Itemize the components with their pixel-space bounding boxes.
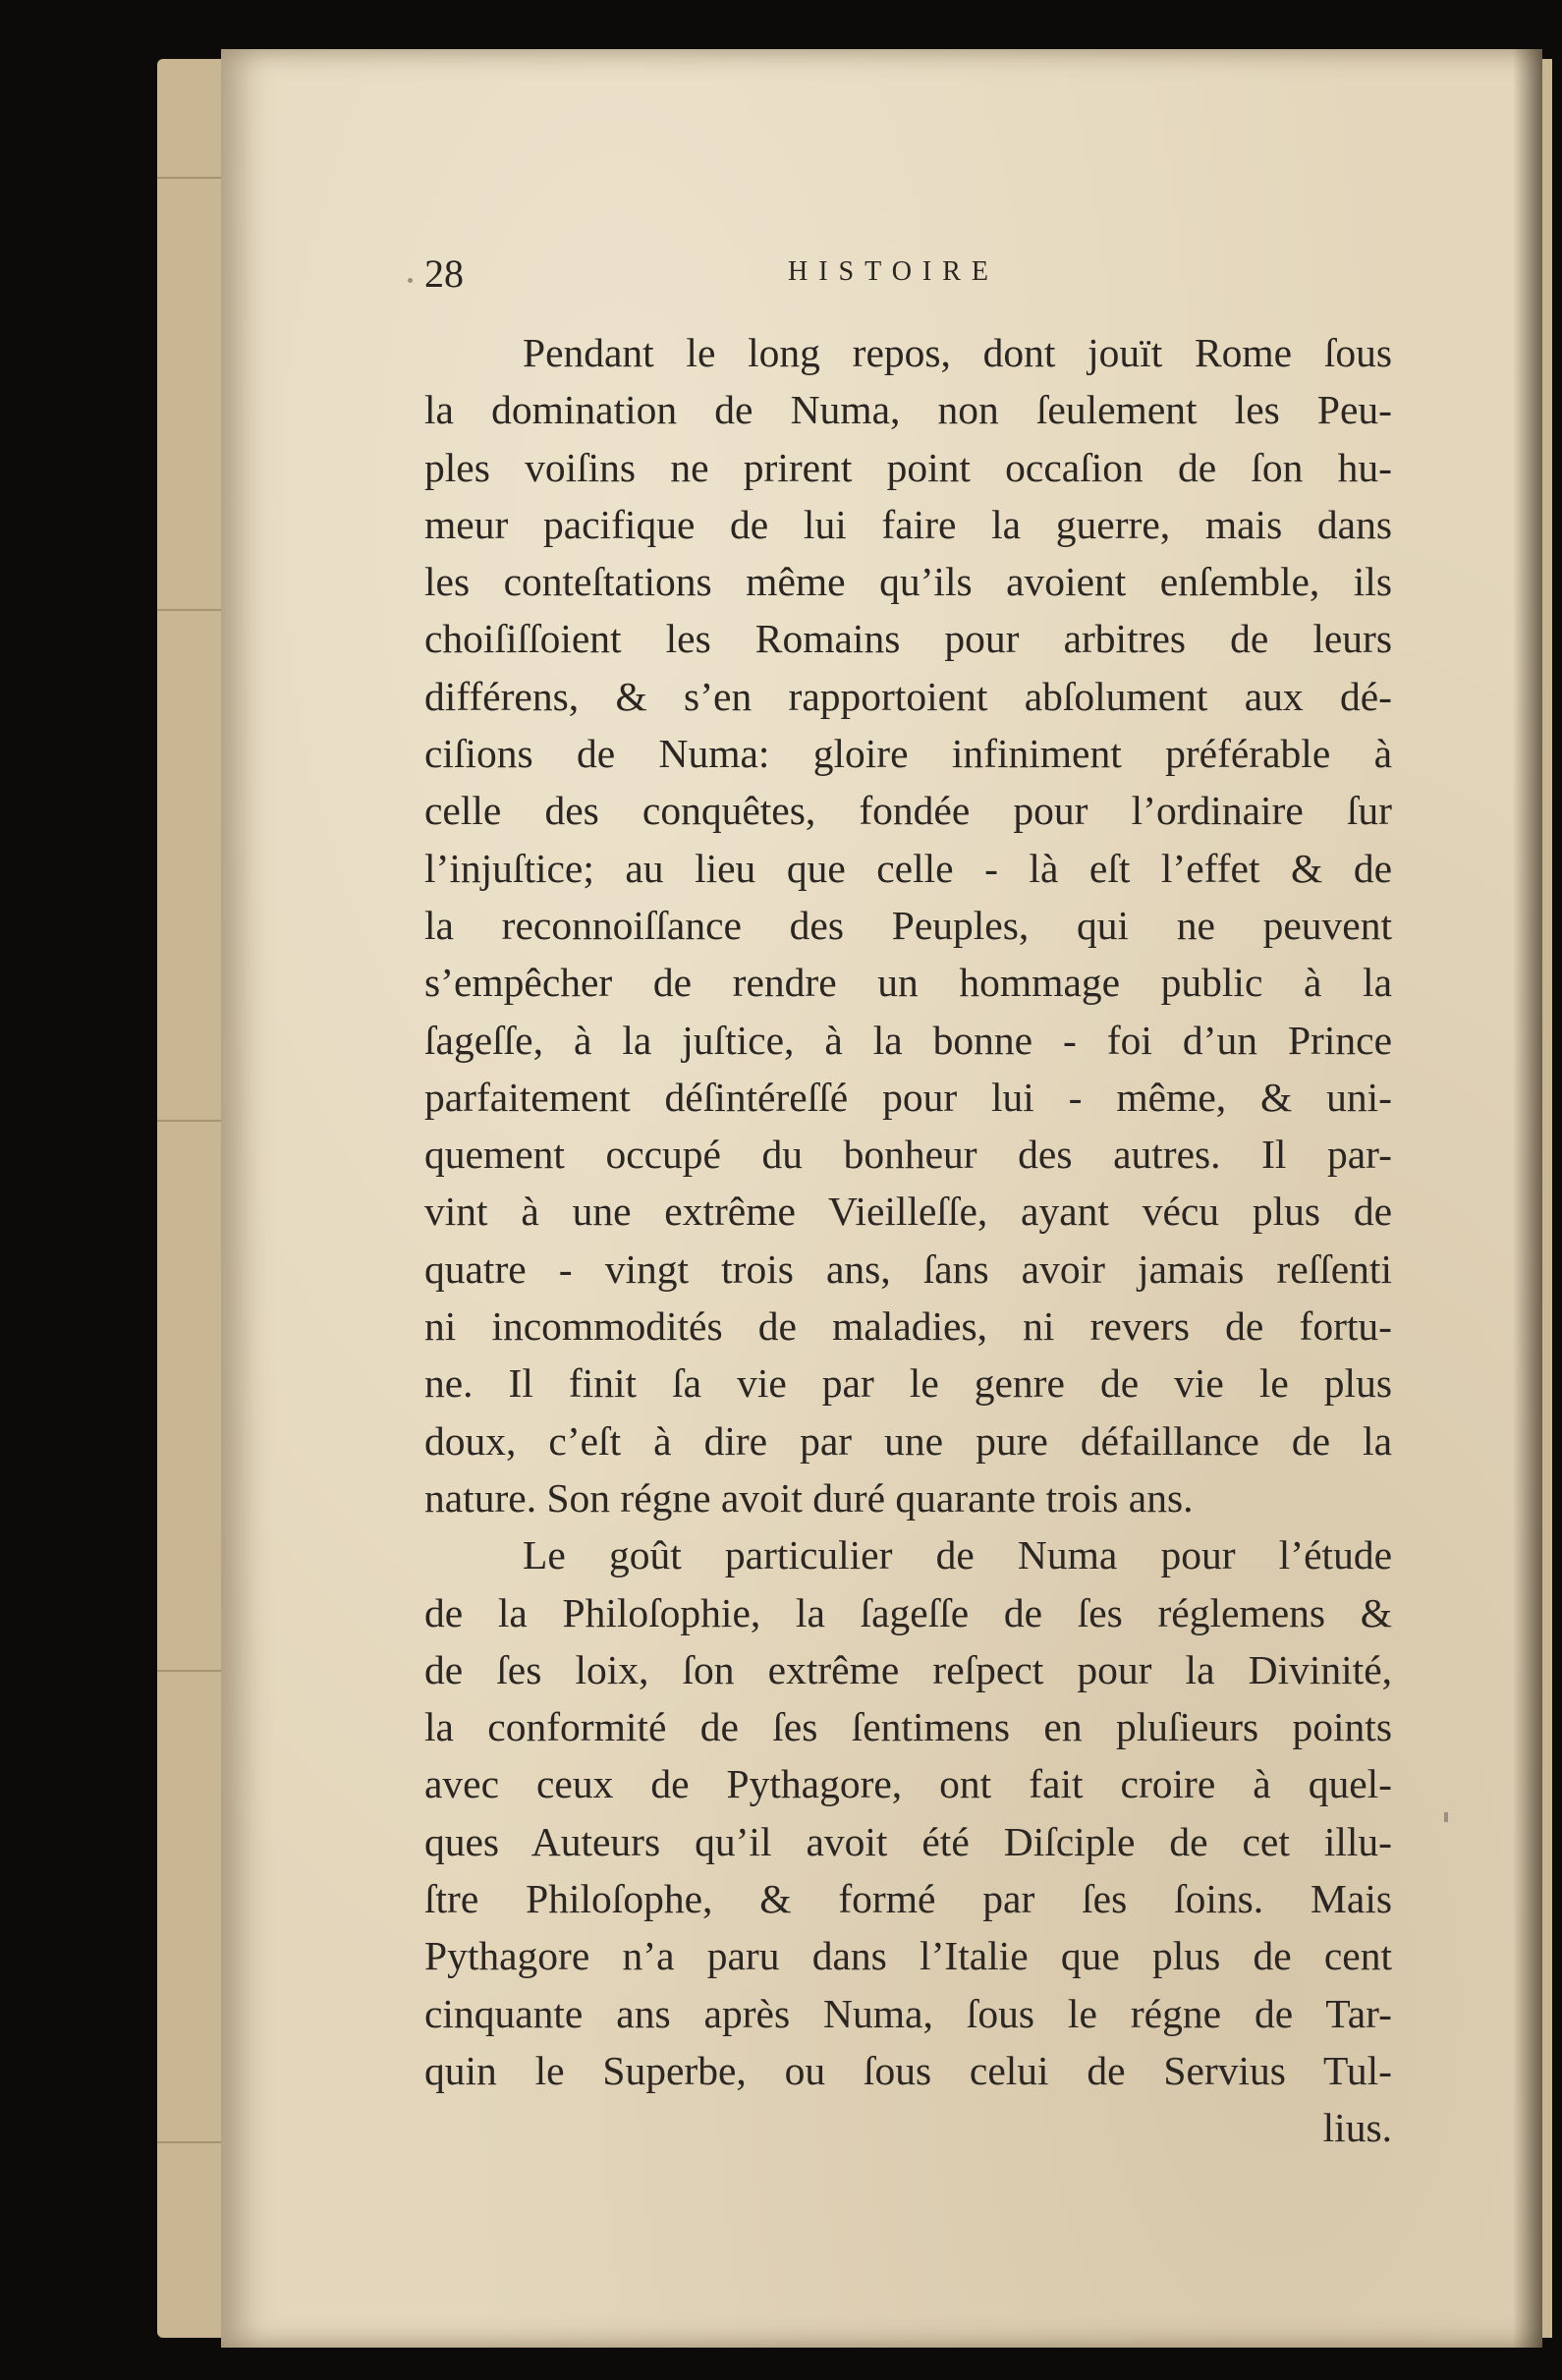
text-line: nature. Son régne avoit duré quarante trois ans. bbox=[424, 1474, 1194, 1521]
text-line: de la Philoſophie, la ſageſſe de ſes réglemens & bbox=[424, 1589, 1392, 1635]
text-line: les conteſtations même qu’ils avoient enſemble, ils bbox=[424, 559, 1392, 605]
text-line: Le goût particulier de Numa pour l’étude bbox=[523, 1532, 1392, 1578]
binding-gutter bbox=[1513, 49, 1542, 2348]
page-number: 28 bbox=[424, 251, 464, 296]
text-line: choiſiſſoient les Romains pour arbitres de leurs bbox=[424, 616, 1392, 662]
text-line: ques Auteurs qu’il avoit été Diſciple de cet illu- bbox=[424, 1818, 1392, 1864]
text-line: celle des conquêtes, fondée pour l’ordinaire ſur bbox=[424, 788, 1392, 834]
text-line: parfaitement déſintéreſſé pour lui - même, & uni- bbox=[424, 1074, 1392, 1120]
text-line: meur pacifique de lui faire la guerre, mais dans bbox=[424, 501, 1392, 547]
text-line: ples voiſins ne prirent point occaſion de ſon hu- bbox=[424, 444, 1392, 490]
text-line: ſageſſe, à la juſtice, à la bonne - foi d’un Prince bbox=[424, 1017, 1392, 1063]
text-line: Pythagore n’a paru dans l’Italie que plus de cent bbox=[424, 1933, 1392, 1979]
text-line: quin le Superbe, ou ſous celui de Servius Tul- bbox=[424, 2047, 1392, 2093]
text-line: la conformité de ſes ſentimens en pluſieurs points bbox=[424, 1704, 1392, 1750]
text-line: l’injuſtice; au lieu que celle - là eſt l’effet & de bbox=[424, 845, 1392, 891]
catchword: lius. bbox=[1322, 2105, 1392, 2151]
ink-speck bbox=[1444, 1812, 1448, 1822]
text-line: ne. Il finit ſa vie par le genre de vie le plus bbox=[424, 1360, 1392, 1407]
text-line: la reconnoiſſance des Peuples, qui ne peuvent bbox=[424, 902, 1392, 948]
ink-speck bbox=[408, 278, 413, 283]
running-title: HISTOIRE bbox=[788, 256, 1000, 287]
text-line: doux, c’eſt à dire par une pure défaillance de la bbox=[424, 1417, 1392, 1464]
text-line: quatre - vingt trois ans, ſans avoir jamais reſſenti bbox=[424, 1245, 1392, 1292]
page-header bbox=[424, 250, 1407, 309]
text-line: différens, & s’en rapportoient abſolument aux dé- bbox=[424, 673, 1392, 719]
text-line: s’empêcher de rendre un hommage public à la bbox=[424, 960, 1392, 1006]
text-line: ni incommodités de maladies, ni revers de fortu- bbox=[424, 1303, 1392, 1350]
text-line: avec ceux de Pythagore, ont fait croire à quel- bbox=[424, 1761, 1392, 1807]
text-line: la domination de Numa, non ſeulement les Peu- bbox=[424, 387, 1392, 433]
text-line: Pendant le long repos, dont jouït Rome ſous bbox=[523, 330, 1392, 375]
text-line: ciſions de Numa: gloire infiniment préférable à bbox=[424, 731, 1392, 777]
text-line: quement occupé du bonheur des autres. Il par- bbox=[424, 1132, 1392, 1178]
page-body-text bbox=[424, 324, 1392, 2157]
text-line: de ſes loix, ſon extrême reſpect pour la Divinité, bbox=[424, 1646, 1392, 1692]
text-line: cinquante ans après Numa, ſous le régne de Tar- bbox=[424, 1990, 1392, 2036]
text-line: vint à une extrême Vieilleſſe, ayant vécu plus de bbox=[424, 1189, 1392, 1235]
text-line: ſtre Philoſophe, & formé par ſes ſoins. Mais bbox=[424, 1876, 1392, 1922]
